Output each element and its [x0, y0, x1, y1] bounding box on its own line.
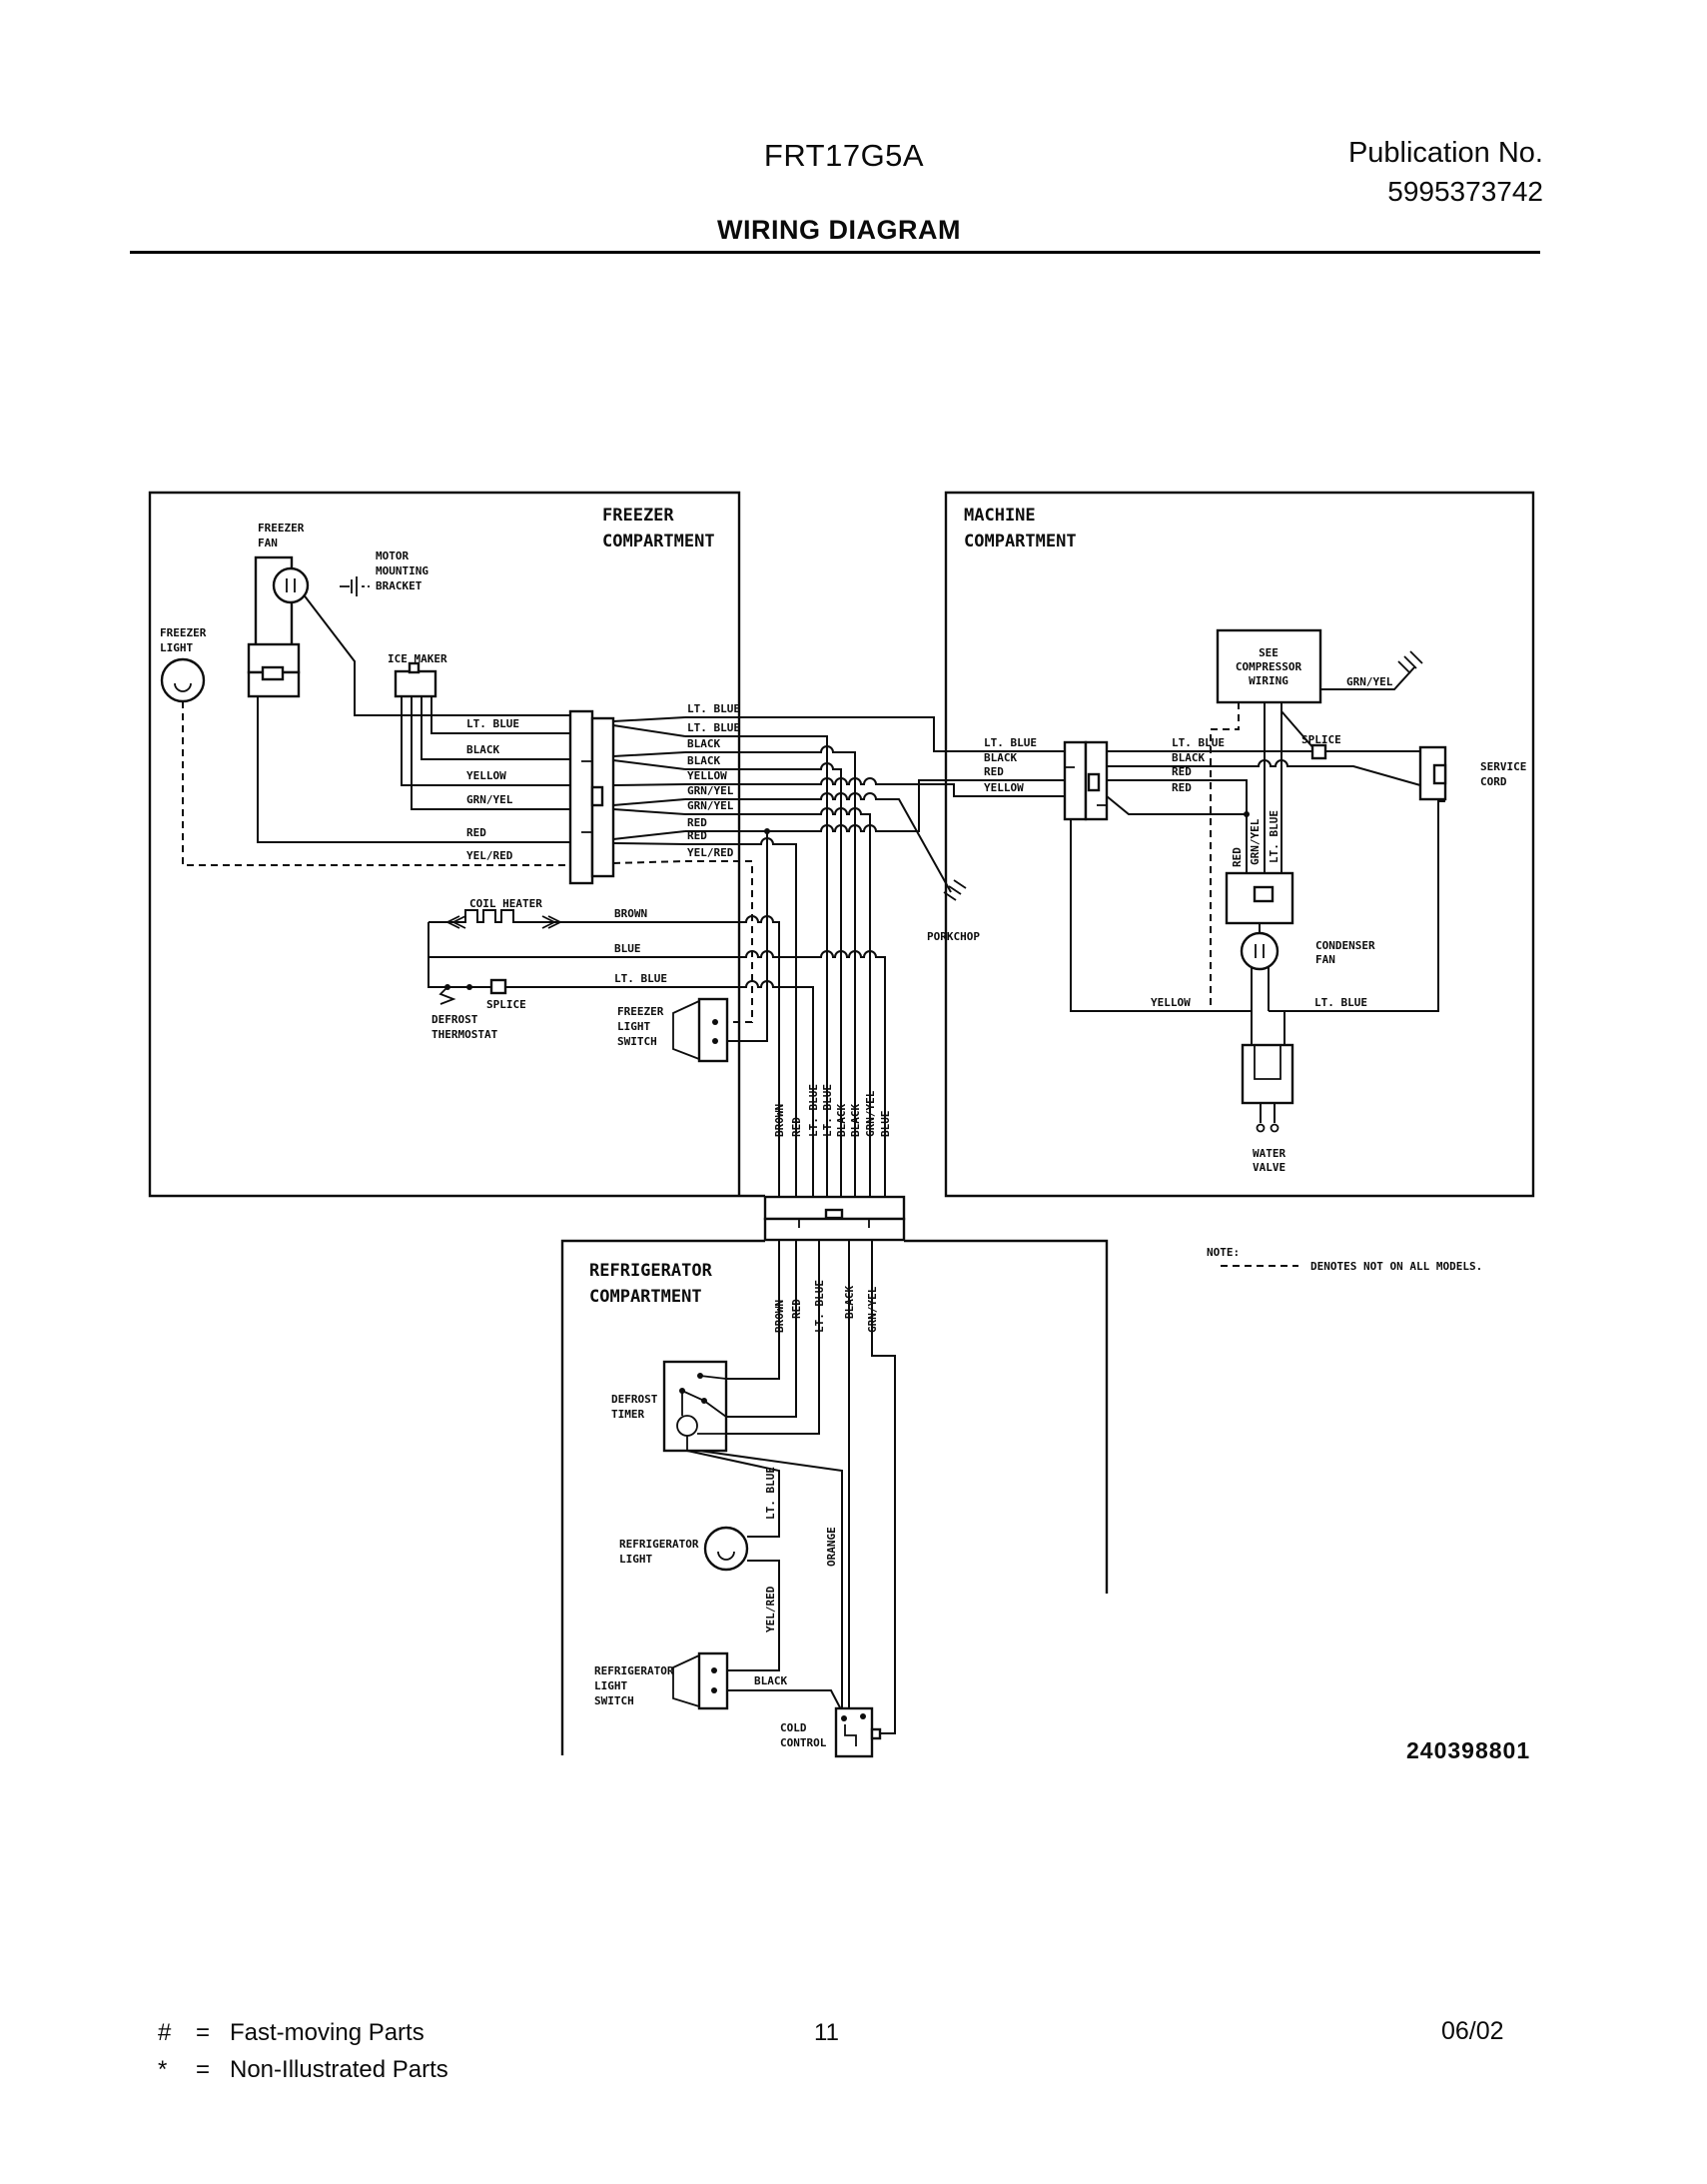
- wires-dashed: [183, 701, 1298, 1266]
- refrigerator-light-bulb: [705, 1528, 747, 1570]
- legend-non-illustrated: [158, 2056, 448, 2084]
- splice-square-machine: [1312, 745, 1325, 758]
- legend-equals: =: [196, 2019, 211, 2046]
- refrigerator-compartment-label: COMPARTMENT: [589, 1287, 702, 1307]
- freezer-light-label: LIGHT: [160, 641, 194, 654]
- freezer-fan: [249, 557, 308, 696]
- ice-maker-label: ICE MAKER: [388, 652, 447, 665]
- service-cord-label: SERVICE: [1480, 760, 1527, 773]
- refrigerator-light-switch-label: LIGHT: [594, 1679, 628, 1692]
- wire-label: GRN/YEL: [864, 1090, 877, 1137]
- ice-maker-block: [396, 663, 435, 696]
- motor-bracket-label: MOUNTING: [376, 564, 428, 577]
- wire-label: RED: [790, 1117, 803, 1137]
- wire-label: BLUE: [879, 1110, 892, 1137]
- page-title: WIRING DIAGRAM: [717, 215, 961, 245]
- document-date: 06/02: [1441, 2017, 1504, 2045]
- legend-fast-text: Fast-moving Parts: [230, 2019, 425, 2046]
- see-compressor-label: SEE: [1259, 646, 1279, 659]
- wire-label: RED: [984, 765, 1004, 778]
- porkchop-ground-icon: [944, 880, 966, 900]
- wire-label: LT. BLUE: [821, 1084, 834, 1137]
- wire-label: BLUE: [614, 942, 641, 955]
- refrigerator-compartment-outline: [562, 1241, 1107, 1755]
- wire-label: LT. BLUE: [466, 717, 519, 730]
- wire-label: BLACK: [843, 1285, 856, 1319]
- fan-motor-icon: [274, 568, 308, 602]
- wire-label: RED: [687, 816, 707, 829]
- wire-label: ORANGE: [825, 1527, 838, 1567]
- wire-label: BLACK: [1172, 751, 1206, 764]
- water-valve-label: VALVE: [1253, 1161, 1286, 1174]
- freezer-compartment-label: COMPARTMENT: [602, 532, 715, 551]
- wire-label: GRN/YEL: [866, 1286, 879, 1333]
- defrost-thermostat-label: DEFROST: [431, 1013, 478, 1026]
- water-valve-label: WATER: [1253, 1147, 1286, 1160]
- defrost-timer-label: DEFROST: [611, 1393, 658, 1406]
- wire-label: LT. BLUE: [984, 736, 1037, 749]
- wire-label: RED: [687, 829, 707, 842]
- wire-label: RED: [1231, 847, 1244, 867]
- water-valve-body: [1243, 1045, 1292, 1132]
- mounting-bracket-symbol: [340, 576, 370, 596]
- refrigerator-light-label: LIGHT: [619, 1553, 653, 1566]
- wire-label: YELLOW: [466, 769, 506, 782]
- connector-refrigerator-bulkhead: [765, 1197, 904, 1240]
- wire-label: BLACK: [687, 754, 721, 767]
- splice-label: SPLICE: [1301, 733, 1341, 746]
- model-number: FRT17G5A: [763, 138, 925, 173]
- wire-label: LT. BLUE: [687, 702, 740, 715]
- wire-label: BLACK: [687, 737, 721, 750]
- see-compressor-label: COMPRESSOR: [1235, 660, 1302, 673]
- wire-label: YEL/RED: [687, 846, 734, 859]
- freezer-compartment-label: FREEZER: [602, 506, 674, 526]
- wire-label: RED: [790, 1299, 803, 1319]
- machine-compartment-outline: [946, 493, 1533, 1196]
- refrigerator-compartment-label: REFRIGERATOR: [589, 1261, 712, 1281]
- freezer-fan-label: FAN: [258, 537, 278, 549]
- grnyel-ground-icon: [1398, 651, 1422, 673]
- wire-label: BROWN: [614, 907, 648, 920]
- wire-label: YEL/RED: [466, 849, 513, 862]
- freezer-light: [162, 659, 204, 701]
- cold-control-body: [836, 1708, 880, 1756]
- service-cord-label: CORD: [1480, 775, 1507, 788]
- wire-label: LT. BLUE: [764, 1467, 777, 1520]
- wires-freezer: [258, 593, 1065, 1197]
- condenser-fan-label: CONDENSER: [1315, 939, 1375, 952]
- service-cord-plug: [1420, 747, 1445, 799]
- wire-label: BLACK: [849, 1103, 862, 1137]
- legend-equals: =: [196, 2056, 211, 2083]
- porkchop-label: PORKCHOP: [927, 930, 980, 943]
- splice-square-freezer: [491, 980, 505, 993]
- publication-number: 5995373742: [1387, 176, 1543, 208]
- defrost-thermostat-label: THERMOSTAT: [431, 1028, 498, 1041]
- wire-label: LT. BLUE: [687, 721, 740, 734]
- wire-label: GRN/YEL: [1249, 818, 1262, 865]
- wire-label: LT. BLUE: [614, 972, 667, 985]
- machine-compartment-label: MACHINE: [964, 506, 1036, 526]
- wire-label: BROWN: [773, 1299, 786, 1333]
- wire-label: YELLOW: [984, 781, 1024, 794]
- publication-label: Publication No.: [1347, 137, 1543, 169]
- wire-label: LT. BLUE: [1172, 736, 1225, 749]
- legend-fast-moving: [158, 2019, 425, 2047]
- wire-label: YELLOW: [1151, 996, 1191, 1009]
- splice-label: SPLICE: [486, 998, 526, 1011]
- legend-non-text: Non-Illustrated Parts: [230, 2056, 448, 2083]
- refrigerator-light-switch-label: SWITCH: [594, 1694, 634, 1707]
- legend-fast-symbol: #: [158, 2019, 172, 2046]
- condenser-fan-assembly: [1227, 873, 1292, 969]
- wire-label: GRN/YEL: [466, 793, 513, 806]
- light-bulb-icon: [162, 659, 204, 701]
- freezer-light-switch-label: SWITCH: [617, 1035, 657, 1048]
- note-label: NOTE:: [1207, 1246, 1241, 1259]
- refrigerator-light-switch-body: [673, 1653, 727, 1708]
- wire-label: YEL/RED: [764, 1586, 777, 1633]
- wire-label: LT. BLUE: [1268, 810, 1280, 863]
- defrost-timer-body: [664, 1362, 726, 1451]
- cold-control-label: CONTROL: [780, 1736, 827, 1749]
- wire-label: RED: [1172, 781, 1192, 794]
- wire-label: RED: [1172, 765, 1192, 778]
- wire-label: LT. BLUE: [807, 1084, 820, 1137]
- legend-non-symbol: *: [158, 2056, 168, 2083]
- refrigerator-light-switch-label: REFRIGERATOR: [594, 1664, 674, 1677]
- freezer-light-switch-label: LIGHT: [617, 1020, 651, 1033]
- note-text: DENOTES NOT ON ALL MODELS.: [1310, 1260, 1483, 1273]
- light-bulb-icon: [705, 1528, 747, 1570]
- diagram-labels: [160, 506, 1530, 1763]
- connector-freezer-bulkhead: [570, 711, 613, 883]
- wire-label: BLACK: [466, 743, 500, 756]
- wire-label: GRN/YEL: [687, 799, 734, 812]
- motor-bracket-label: BRACKET: [376, 579, 423, 592]
- condenser-fan-motor-icon: [1242, 933, 1278, 969]
- wire-label: GRN/YEL: [687, 784, 734, 797]
- see-compressor-label: WIRING: [1249, 674, 1288, 687]
- cold-control-label: COLD: [780, 1721, 807, 1734]
- freezer-light-switch-body: [673, 999, 727, 1061]
- wire-label: BROWN: [773, 1103, 786, 1137]
- wire-label: BLACK: [835, 1103, 848, 1137]
- refrigerator-light-label: REFRIGERATOR: [619, 1538, 699, 1551]
- wire-label: RED: [466, 826, 486, 839]
- wire-label: BLACK: [754, 1674, 788, 1687]
- condenser-fan-label: FAN: [1315, 953, 1335, 966]
- freezer-light-switch-label: FREEZER: [617, 1005, 664, 1018]
- wire-label: GRN/YEL: [1346, 675, 1393, 688]
- wire-label: LT. BLUE: [1314, 996, 1367, 1009]
- machine-compartment-label: COMPARTMENT: [964, 532, 1077, 551]
- wire-label: LT. BLUE: [813, 1280, 826, 1333]
- wire-label: YELLOW: [687, 769, 727, 782]
- page-number: 11: [814, 2019, 839, 2046]
- freezer-fan-label: FREEZER: [258, 522, 305, 535]
- junction-dots: [444, 811, 1250, 990]
- freezer-light-label: FREEZER: [160, 626, 207, 639]
- coil-heater-label: COIL HEATER: [469, 897, 542, 910]
- motor-bracket-label: MOTOR: [376, 549, 410, 562]
- wire-label: BLACK: [984, 751, 1018, 764]
- defrost-timer-label: TIMER: [611, 1408, 645, 1421]
- diagram-part-number: 240398801: [1406, 1737, 1531, 1763]
- connector-machine: [1065, 742, 1107, 819]
